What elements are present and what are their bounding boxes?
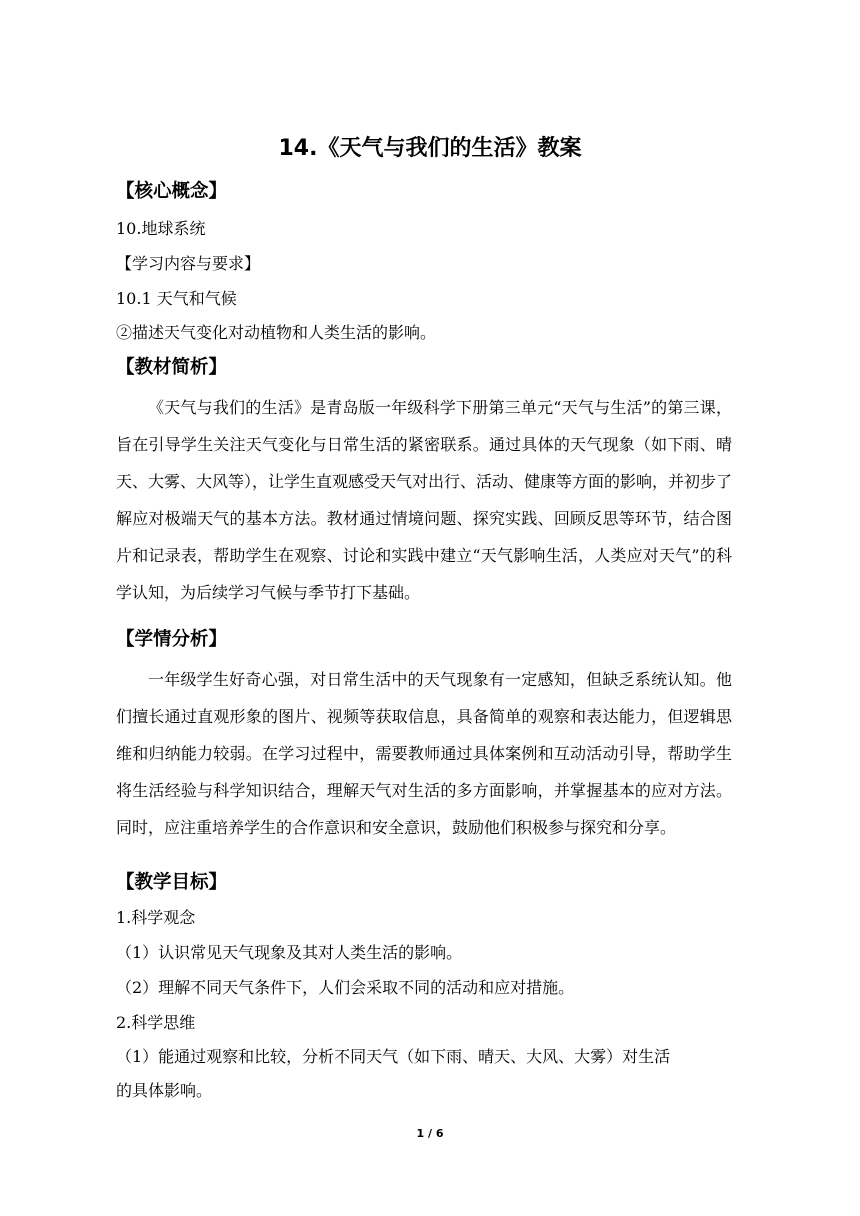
goal-2-title: 2.科学思维: [116, 1013, 196, 1032]
sub-heading-learning-requirements: 【学习内容与要求】: [116, 254, 261, 273]
heading-textbook-analysis: 【教材简析】: [116, 357, 228, 378]
core-concept-line-3: ②描述天气变化对动植物和人类生活的影响。: [116, 323, 437, 342]
goal-2-item-1-line-2: 的具体影响。: [116, 1081, 213, 1100]
goal-1-item-1: （1）认识常见天气现象及其对人类生活的影响。: [116, 943, 463, 962]
goal-1-title: 1.科学观念: [116, 908, 196, 927]
heading-teaching-goals: 【教学目标】: [116, 872, 228, 893]
heading-core-concept: 【核心概念】: [116, 181, 228, 202]
textbook-analysis-paragraph: 《天气与我们的生活》是青岛版一年级科学下册第三单元“天气与生活”的第三课，旨在引导学生关注天气变化与日常生活的紧密联系。通过具体的天气现象（如下雨、晴天、大雾、大风等），让学生直观感受天气对出行、活动、健康等方面的影响，并初步了解应对极端天气的基本方法。教材通过情境问题、探究实践、回顾反思等环节，结合图片和记录表，帮助学生在观察、讨论和实践中建立“天气影响生活，人类应对天气”的科学认知，为后续学习气候与季节打下基础。: [116, 398, 733, 602]
document-title: 14.《天气与我们的生活》教案: [278, 136, 582, 161]
heading-student-analysis: 【学情分析】: [116, 629, 228, 650]
student-analysis-paragraph: 一年级学生好奇心强，对日常生活中的天气现象有一定感知，但缺乏系统认知。他们擅长通过直观形象的图片、视频等获取信息，具备简单的观察和表达能力，但逻辑思维和归纳能力较弱。在学习过程中，需要教师通过具体案例和互动活动引导，帮助学生将生活经验与科学知识结合，理解天气对生活的多方面影响，并掌握基本的应对方法。同时，应注重培养学生的合作意识和安全意识，鼓励他们积极参与探究和分享。: [116, 670, 732, 837]
goal-1-item-2: （2）理解不同天气条件下，人们会采取不同的活动和应对措施。: [116, 978, 575, 997]
goal-2-item-1-line-1: （1）能通过观察和比较，分析不同天气（如下雨、晴天、大风、大雾）对生活: [116, 1047, 671, 1066]
core-concept-line-2: 10.1 天气和气候: [116, 289, 237, 308]
core-concept-line-1: 10.地球系统: [116, 219, 206, 238]
page-number: 1 / 6: [416, 1127, 444, 1140]
